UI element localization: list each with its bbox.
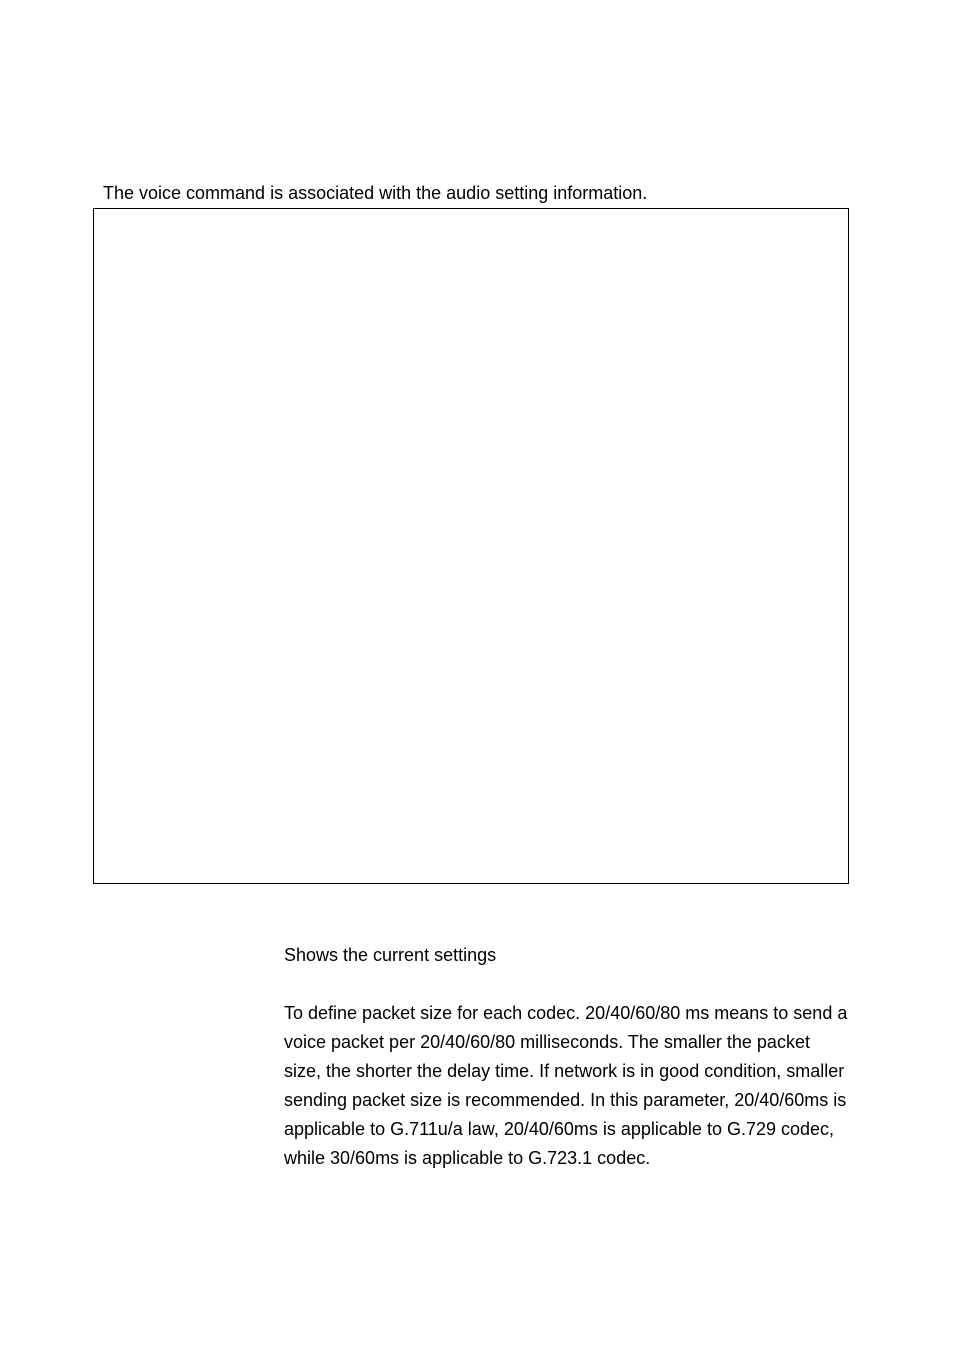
figure-frame — [93, 208, 849, 884]
packet-size-description: To define packet size for each codec. 20/40/60/80 ms means to send a voice packet per 20/40/60/80 milliseconds. The smaller the packet size, the shorter the delay time. If network is in good condition, smaller sending packet size is recommended. In this parameter, 20/40/60ms is applicable to G.711u/a law, 20/40/60ms is applicable to G.729 codec, while 30/60ms is applicable to G.723.1 codec. — [284, 1003, 848, 1168]
show-description: Shows the current settings — [284, 945, 497, 965]
intro-text: The voice command is associated with the audio setting information. — [103, 183, 648, 203]
